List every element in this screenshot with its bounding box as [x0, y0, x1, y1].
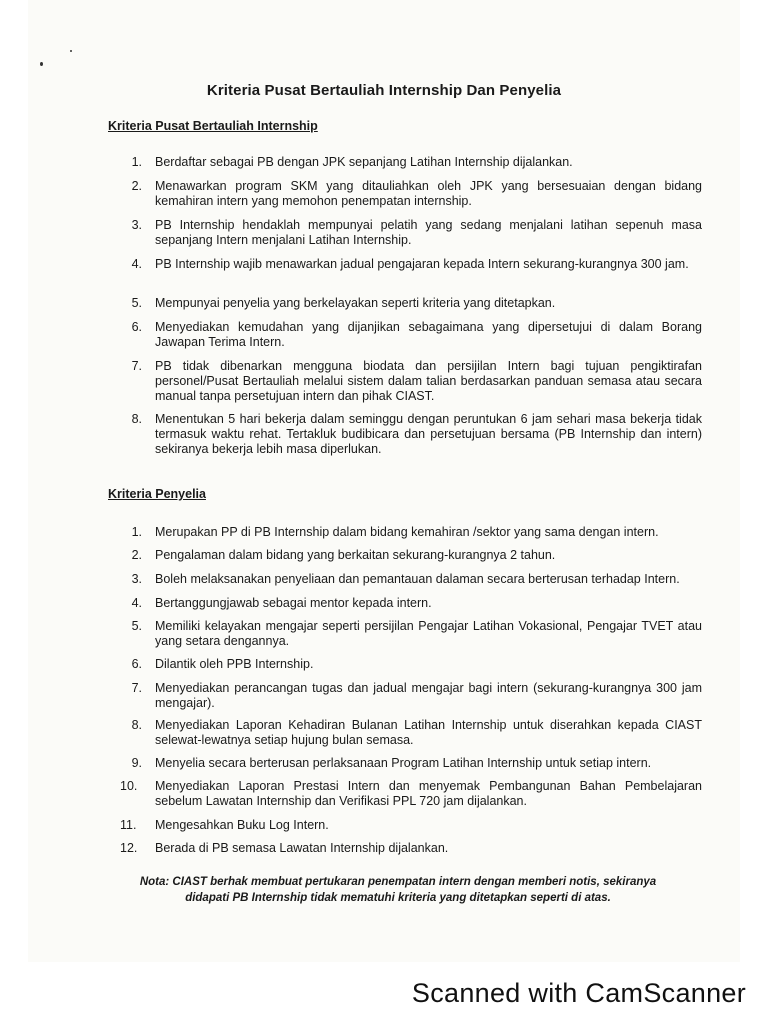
list-item-text: Menentukan 5 hari bekerja dalam seminggu dengan peruntukan 6 jam sehari masa bekerja tidak termasuk waktu rehat. Tertakluk budibicara dan persetujuan bersama (PB Internship dan intern) sekiranya bekerja lebih masa diperlukan. [155, 412, 702, 456]
list-item-text: PB tidak dibenarkan mengguna biodata dan persijilan Intern bagi tujuan pengiktirafan personel/Pusat Bertauliah melalui sistem dalam talian berdasarkan panduan semasa atau secara manual tanpa persetujuan intern dan pihak CIAST. [155, 359, 702, 403]
list-item-number: 6. [131, 320, 142, 334]
list-item-text: Berada di PB semasa Lawatan Internship dijalankan. [155, 841, 449, 855]
list-item-text: Bertanggungjawab sebagai mentor kepada intern. [155, 596, 432, 610]
list-item-text: Mempunyai penyelia yang berkelayakan seperti kriteria yang ditetapkan. [155, 296, 556, 310]
list-item-text: Merupakan PP di PB Internship dalam bidang kemahiran /sektor yang sama dengan intern. [155, 525, 659, 539]
list-item-text: Menawarkan program SKM yang ditauliahkan oleh JPK yang bersesuaian dengan bidang kemahiran intern yang memohon penempatan internship. [155, 179, 702, 208]
list-item-text: Berdaftar sebagai PB dengan JPK sepanjang Latihan Internship dijalankan. [155, 155, 573, 169]
list-item-number: 1. [131, 525, 142, 539]
list-item-text: Pengalaman dalam bidang yang berkaitan sekurang-kurangnya 2 tahun. [155, 548, 556, 562]
list-item-number: 1. [131, 155, 142, 169]
document-title: Kriteria Pusat Bertauliah Internship Dan Penyelia [206, 82, 562, 99]
list-item-text: Menyediakan perancangan tugas dan jadual mengajar bagi intern (sekurang-kurangnya 300 jam mengajar). [155, 681, 702, 710]
list-item-text: Boleh melaksanakan penyeliaan dan pemantauan dalaman secara berterusan terhadap Intern. [155, 572, 680, 586]
scan-speck [40, 62, 43, 66]
list-item-number: 7. [131, 681, 142, 695]
list-item-text: Memiliki kelayakan mengajar seperti persijilan Pengajar Latihan Vokasional, Pengajar TVET atau yang setara dengannya. [155, 619, 702, 648]
list-item-number: 3. [131, 572, 142, 586]
list-item-number: 10. [120, 779, 138, 793]
list-item-number: 5. [131, 296, 142, 310]
list-item-text: Menyediakan Laporan Kehadiran Bulanan Latihan Internship untuk diserahkan kepada CIAST selewat-lewatnya setiap hujung bulan semasa. [155, 718, 702, 747]
list-item-number: 12. [120, 841, 138, 855]
list-item-text: Dilantik oleh PPB Internship. [155, 657, 314, 671]
list-item-number: 4. [131, 257, 142, 271]
list-item-number: 9. [131, 756, 142, 770]
list-item-number: 2. [131, 548, 142, 562]
list-item-text: PB Internship wajib menawarkan jadual pengajaran kepada Intern sekurang-kurangnya 300 jam. [155, 257, 689, 271]
list-item-number: 11. [120, 818, 137, 832]
footnote: Nota: CIAST berhak membuat pertukaran penempatan intern dengan memberi notis, sekiranya didapati PB Internship tidak mematuhi kriteria yang ditetapkan seperti di atas. [139, 876, 657, 904]
list-item-text: Mengesahkan Buku Log Intern. [155, 818, 329, 832]
list-item-number: 7. [131, 359, 142, 373]
section-heading-penyelia: Kriteria Penyelia [108, 487, 206, 501]
list-item-text: PB Internship hendaklah mempunyai pelatih yang sedang menjalani latihan sepenuh masa sepanjang Intern menjalani Latihan Internship. [155, 218, 702, 247]
list-item-text: Menyediakan kemudahan yang dijanjikan sebagaimana yang dipersetujui di dalam Borang Jawapan Terima Intern. [155, 320, 702, 349]
list-item-number: 5. [131, 619, 142, 633]
list-item-number: 2. [131, 179, 142, 193]
section-heading-pusat-bertauliah: Kriteria Pusat Bertauliah Internship [108, 119, 318, 133]
list-item-number: 4. [131, 596, 142, 610]
list-item-number: 8. [131, 412, 142, 426]
camscanner-watermark: Scanned with CamScanner [411, 978, 746, 1008]
scan-speck [70, 50, 72, 52]
list-item-number: 3. [131, 218, 142, 232]
list-item-text: Menyelia secara berterusan perlaksanaan Program Latihan Internship untuk setiap intern. [155, 756, 652, 770]
list-item-number: 6. [131, 657, 142, 671]
list-item-number: 8. [131, 718, 142, 732]
list-item-text: Menyediakan Laporan Prestasi Intern dan menyemak Pembangunan Bahan Pembelajaran sebelum Lawatan Internship dan Verifikasi PPL 720 jam dijalankan. [155, 779, 702, 808]
